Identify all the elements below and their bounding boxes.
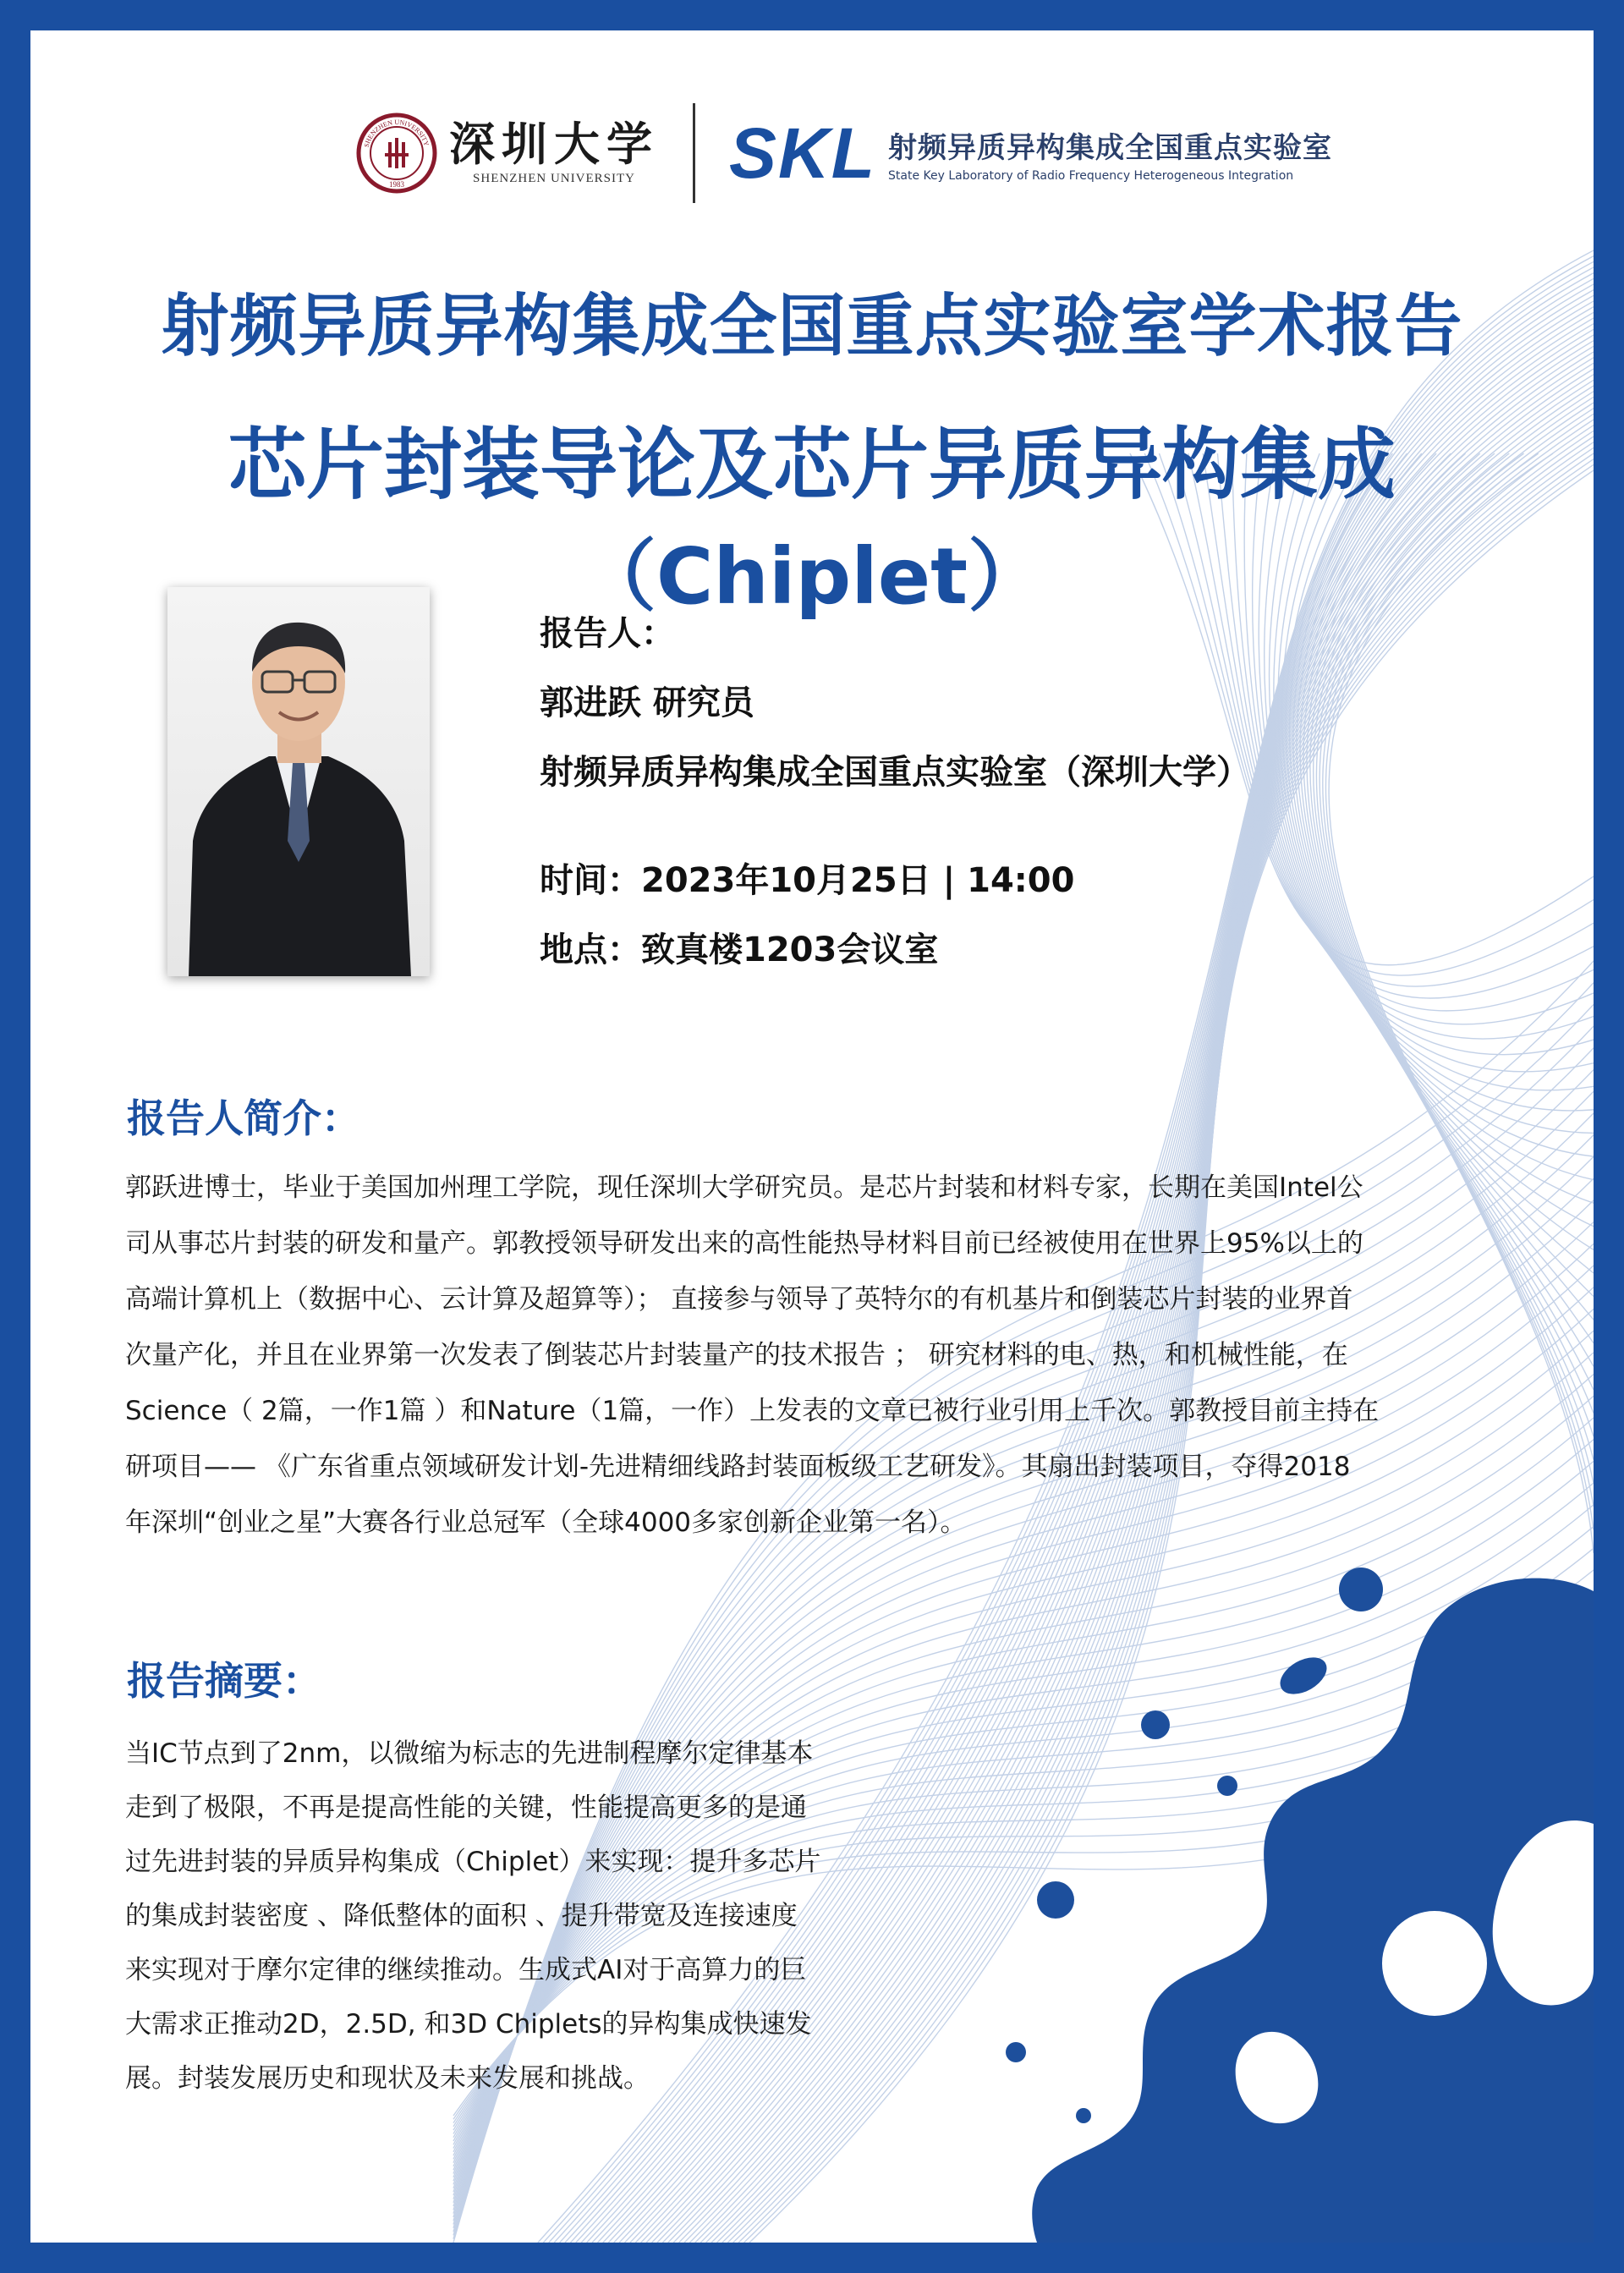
event-time: 时间：2023年10月25日 | 14:00 bbox=[540, 861, 1075, 900]
skl-chinese-name: 射频异质异构集成全国重点实验室 bbox=[888, 130, 1332, 165]
abstract-line: 来实现对于摩尔定律的继续推动。生成式AI对于高算力的巨 bbox=[125, 1955, 807, 1985]
abstract-line: 的集成封装密度 、降低整体的面积 、提升带宽及连接速度 bbox=[125, 1901, 798, 1931]
skl-logo bbox=[729, 113, 1332, 193]
splash-drop-1 bbox=[1339, 1567, 1383, 1611]
szu-seal-icon bbox=[356, 113, 437, 194]
splash-drop-3 bbox=[1217, 1776, 1237, 1796]
szu-logo bbox=[356, 113, 659, 194]
speaker-label: 报告人： bbox=[540, 614, 675, 653]
bio-line: 研项目—— 《广东省重点领域研发计划-先进精细线路封装面板级工艺研发》。其扇出封装项目，夺得2018 bbox=[125, 1452, 1351, 1482]
abstract-line: 展。封装发展历史和现状及未来发展和挑战。 bbox=[125, 2063, 650, 2094]
bio-line: 年深圳“创业之星”大赛各行业总冠军（全球4000多家创新企业第一名）。 bbox=[125, 1507, 967, 1538]
bio-line: 司从事芯片封装的研发和量产。郭教授领导研发出来的高性能热导材料目前已经被使用在世界上95%以上的 bbox=[125, 1228, 1363, 1259]
szu-english-name: SHENZHEN UNIVERSITY bbox=[473, 171, 635, 185]
skl-mark: SKL bbox=[729, 113, 876, 193]
talk-title: 芯片封装导论及芯片异质异构集成（Chiplet） bbox=[228, 420, 1396, 622]
header-logos bbox=[356, 90, 1332, 217]
speaker-name: 郭进跃 研究员 bbox=[540, 684, 754, 722]
event-location: 地点：致真楼1203会议室 bbox=[540, 931, 939, 969]
szu-name: 深圳大学 bbox=[449, 116, 659, 171]
abstract-line: 当IC节点到了2nm，以微缩为标志的先进制程摩尔定律基本 bbox=[125, 1738, 814, 1769]
abstract-line: 过先进封装的异质异构集成（Chiplet）来实现：提升多芯片 bbox=[125, 1847, 821, 1877]
bio-line: 郭跃进博士，毕业于美国加州理工学院，现任深圳大学研究员。是芯片封装和材料专家，长期在美国Intel公 bbox=[125, 1172, 1363, 1203]
speaker-photo bbox=[167, 587, 430, 976]
szu-seal-text: SHENZHEN UNIVERSITY bbox=[362, 118, 431, 149]
splash-drop-4 bbox=[1037, 1881, 1074, 1919]
bio-text bbox=[125, 1160, 1522, 1551]
abstract-line: 走到了极限，不再是提高性能的关键，性能提高更多的是通 bbox=[125, 1793, 807, 1823]
abstract-text bbox=[125, 1727, 937, 2106]
bio-line: 次量产化，并且在业界第一次发表了倒装芯片封装量产的技术报告 ； 研究材料的电、热，和机械性能，在 bbox=[125, 1340, 1348, 1370]
logo-divider bbox=[693, 103, 695, 203]
bio-line: 高端计算机上（数据中心、云计算及超算等）； 直接参与领导了英特尔的有机基片和倒装芯片封装的业界首 bbox=[125, 1284, 1353, 1315]
splash-drop-5 bbox=[1006, 2042, 1026, 2062]
poster-title: 射频异质异构集成全国重点实验室学术报告 bbox=[161, 287, 1463, 365]
splash-drop-7 bbox=[1274, 1650, 1333, 1701]
abstract-line: 大需求正推动2D，2.5D, 和3D Chiplets的异构集成快速发 bbox=[125, 2009, 812, 2040]
splash-drop-2 bbox=[1141, 1710, 1170, 1739]
abstract-heading: 报告摘要： bbox=[127, 1658, 321, 1704]
splash-drop-6 bbox=[1076, 2108, 1091, 2123]
bio-heading: 报告人简介： bbox=[127, 1095, 360, 1141]
speaker-portrait-image bbox=[167, 587, 430, 976]
speaker-affiliation: 射频异质异构集成全国重点实验室（深圳大学） bbox=[540, 753, 1250, 792]
speaker-info bbox=[540, 599, 1250, 985]
szu-seal-year: 1983 bbox=[389, 180, 404, 189]
bio-line: Science（ 2篇，一作1篇 ）和Nature（1篇，一作）上发表的文章已被行业引用上千次。郭教授目前主持在 bbox=[125, 1396, 1380, 1426]
skl-english-name: State Key Laboratory of Radio Frequency Heterogeneous Integration bbox=[888, 168, 1294, 183]
